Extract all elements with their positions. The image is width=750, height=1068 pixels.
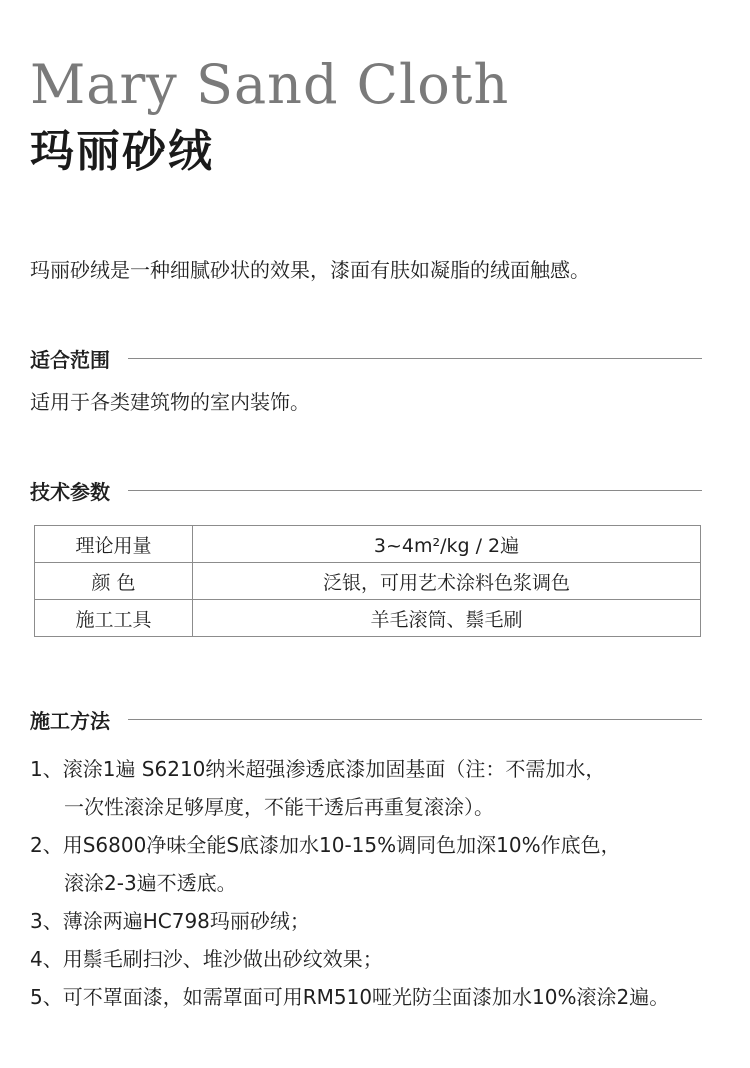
spec-key: 施工工具 [35, 600, 193, 637]
list-item [30, 750, 742, 826]
table-row [35, 526, 701, 563]
method-steps [30, 750, 742, 1016]
section-title-scope: 适合范围 [30, 347, 110, 372]
step-text: 1、滚涂1遍 S6210纳米超强渗透底漆加固基面（注：不需加水， [30, 757, 606, 781]
step-continuation: 滚涂2-3遍不透底。 [64, 871, 237, 895]
step-text: 3、薄涂两遍HC798玛丽砂绒； [30, 909, 310, 933]
list-item [30, 826, 742, 902]
scope-text: 适用于各类建筑物的室内装饰。 [30, 390, 310, 414]
step-text: 4、用鬃毛刷扫沙、堆沙做出砂纹效果； [30, 947, 383, 971]
section-title-specs: 技术参数 [30, 479, 110, 504]
section-divider [128, 358, 702, 359]
list-item [30, 978, 742, 1016]
spec-value: 3~4m²/kg / 2遍 [193, 526, 701, 563]
spec-key: 理论用量 [35, 526, 193, 563]
section-header-scope [30, 342, 702, 374]
table-row [35, 600, 701, 637]
title-english: Mary Sand Cloth [30, 53, 510, 116]
spec-value: 羊毛滚筒、鬃毛刷 [193, 600, 701, 637]
list-item [30, 902, 742, 940]
step-text: 2、用S6800净味全能S底漆加水10-15%调同色加深10%作底色， [30, 833, 621, 857]
spec-value: 泛银，可用艺术涂料色浆调色 [193, 563, 701, 600]
list-item [30, 940, 742, 978]
section-header-specs [30, 474, 702, 506]
section-divider [128, 490, 702, 491]
section-title-method: 施工方法 [30, 708, 110, 733]
section-divider [128, 719, 702, 720]
intro-text: 玛丽砂绒是一种细腻砂状的效果，漆面有肤如凝脂的绒面触感。 [30, 258, 590, 282]
step-continuation: 一次性滚涂足够厚度，不能干透后再重复滚涂）。 [64, 795, 494, 819]
section-header-method [30, 703, 702, 735]
step-text: 5、可不罩面漆，如需罩面可用RM510哑光防尘面漆加水10%滚涂2遍。 [30, 985, 670, 1009]
spec-key: 颜 色 [35, 563, 193, 600]
spec-table [34, 525, 701, 637]
table-row [35, 563, 701, 600]
title-chinese: 玛丽砂绒 [30, 126, 214, 177]
